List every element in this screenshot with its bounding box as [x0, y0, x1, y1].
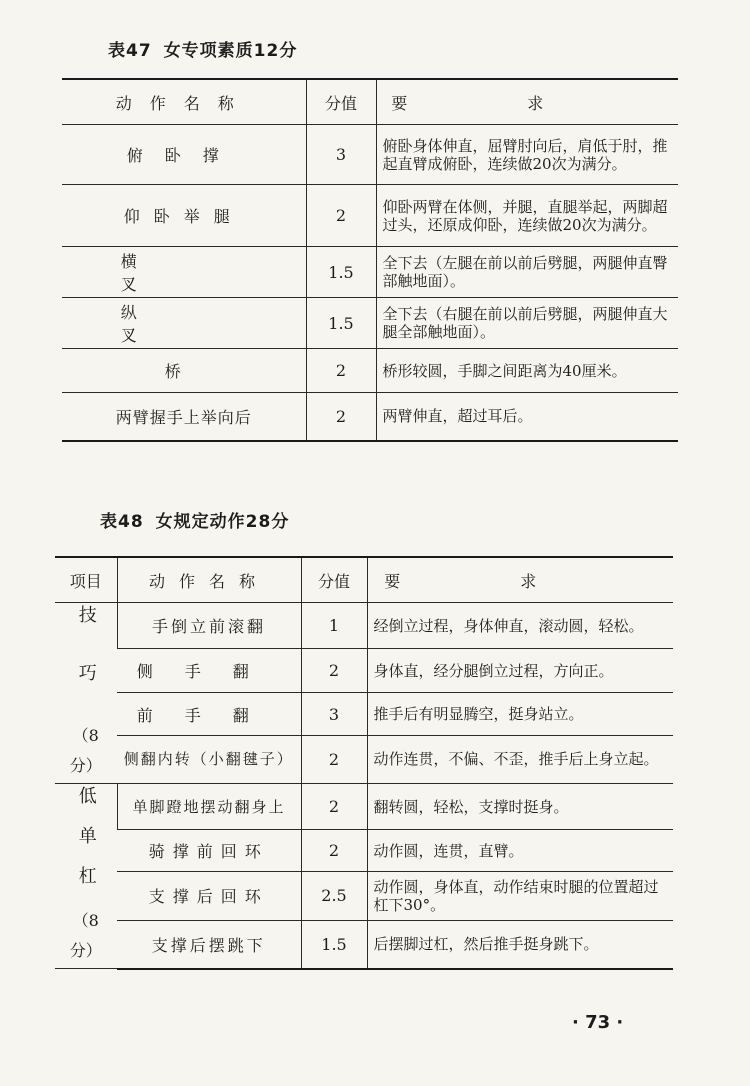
category-points: （8分） [69, 911, 102, 960]
table47 [62, 78, 678, 442]
table-row [62, 393, 678, 441]
header-score: 分值 [301, 557, 367, 603]
table47-header-row [62, 79, 678, 125]
action-name: 骑撑前回环 [117, 830, 301, 872]
category-label: 技巧 [75, 605, 97, 721]
table-row [62, 185, 678, 247]
action-name: 仰卧举腿 [62, 185, 306, 247]
score-value: 1.5 [301, 920, 367, 968]
score-value: 2 [306, 349, 376, 393]
table47-number: 表47 [108, 41, 152, 61]
requirement-text: 俯卧身体伸直，屈臂肘向后，肩低于肘，推起直臂成俯卧，连续做20次为满分。 [376, 125, 678, 185]
requirement-text: 推手后有明显腾空，挺身站立。 [367, 693, 673, 735]
score-value: 2 [301, 784, 367, 830]
table48 [55, 556, 673, 970]
score-value: 2 [301, 830, 367, 872]
action-name: 支撑后回环 [117, 872, 301, 920]
category-label: 低单杠 [75, 786, 97, 906]
category-points: （8分） [69, 726, 102, 775]
score-value: 1.5 [306, 298, 376, 349]
table48-number: 表48 [100, 512, 144, 532]
table48-header-row [55, 557, 673, 603]
requirement-text: 动作连贯，不偏、不歪，推手后上身立起。 [367, 735, 673, 783]
requirement-text: 经倒立过程，身体伸直，滚动圆，轻松。 [367, 603, 673, 649]
requirement-text: 翻转圆，轻松，支撑时挺身。 [367, 784, 673, 830]
action-name: 侧翻内转（小翻毽子） [117, 735, 301, 783]
requirement-text: 全下去（左腿在前以前后劈腿，两腿伸直臀部触地面）。 [376, 247, 678, 298]
requirement-text: 动作圆，身体直，动作结束时腿的位置超过杠下30°。 [367, 872, 673, 920]
action-name: 俯卧撑 [62, 125, 306, 185]
requirement-text: 桥形较圆，手脚之间距离为40厘米。 [376, 349, 678, 393]
action-name: 侧手翻 [117, 649, 301, 693]
table-row [62, 349, 678, 393]
score-value: 2 [301, 649, 367, 693]
action-name: 纵叉 [62, 298, 306, 349]
header-name: 动作名称 [117, 557, 301, 603]
action-name: 横叉 [62, 247, 306, 298]
score-value: 3 [306, 125, 376, 185]
score-value: 3 [301, 693, 367, 735]
requirement-text: 全下去（右腿在前以前后劈腿，两腿伸直大腿全部触地面）。 [376, 298, 678, 349]
header-requirement: 要求 [367, 557, 673, 603]
table-row [55, 603, 673, 649]
score-value: 2 [306, 393, 376, 441]
table-row [62, 247, 678, 298]
requirement-text: 仰卧两臂在体侧，并腿，直腿举起，两脚超过头，还原成仰卧，连续做20次为满分。 [376, 185, 678, 247]
header-requirement: 要求 [376, 79, 678, 125]
table-row [55, 872, 673, 920]
category-cell [55, 603, 117, 784]
requirement-text: 两臂伸直，超过耳后。 [376, 393, 678, 441]
score-value: 2.5 [301, 872, 367, 920]
table48-title: 女规定动作28分 [155, 512, 290, 532]
table47-caption [108, 36, 297, 61]
table-row [62, 125, 678, 185]
category-cell [55, 784, 117, 969]
table-row [55, 920, 673, 968]
table-row [55, 784, 673, 830]
score-value: 2 [306, 185, 376, 247]
header-name: 动作名称 [62, 79, 306, 125]
table-row [62, 298, 678, 349]
action-name: 支撑后摆跳下 [117, 920, 301, 968]
header-score: 分值 [306, 79, 376, 125]
action-name: 两臂握手上举向后 [62, 393, 306, 441]
table47-title: 女专项素质12分 [163, 41, 298, 61]
table-row [55, 649, 673, 693]
requirement-text: 动作圆，连贯，直臂。 [367, 830, 673, 872]
table-row [55, 693, 673, 735]
table-row [55, 830, 673, 872]
table48-caption [100, 507, 289, 532]
requirement-text: 后摆脚过杠，然后推手挺身跳下。 [367, 920, 673, 968]
requirement-text: 身体直，经分腿倒立过程，方向正。 [367, 649, 673, 693]
page-number: · 73 · [572, 1012, 624, 1033]
action-name: 单脚蹬地摆动翻身上 [117, 784, 301, 830]
table-row [55, 735, 673, 783]
score-value: 1.5 [306, 247, 376, 298]
action-name: 前手翻 [117, 693, 301, 735]
header-category: 项目 [55, 557, 117, 603]
action-name: 手倒立前滚翻 [117, 603, 301, 649]
action-name: 桥 [62, 349, 306, 393]
score-value: 2 [301, 735, 367, 783]
score-value: 1 [301, 603, 367, 649]
